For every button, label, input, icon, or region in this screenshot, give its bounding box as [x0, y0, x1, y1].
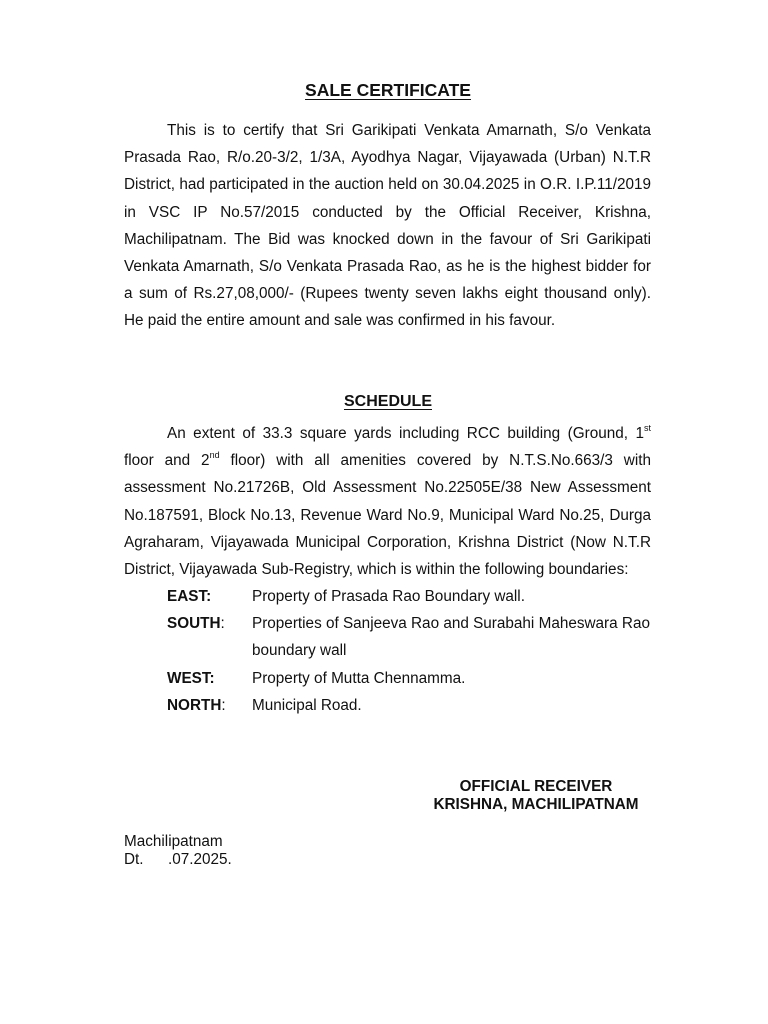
- date-row: [124, 851, 232, 869]
- boundary-row-east: [167, 583, 657, 610]
- boundary-value: Property of Mutta Chennamma.: [252, 669, 466, 687]
- boundary-value: Properties of Sanjeeva Rao and Surabahi Maheswara Rao boundary wall: [252, 615, 650, 660]
- place-text: Machilipatnam: [124, 833, 223, 850]
- date-value: .07.2025.: [168, 851, 232, 868]
- place-date-block: [124, 833, 232, 869]
- boundary-label-text: SOUTH: [167, 615, 221, 633]
- schedule-text-part1: An extent of 33.3 square yards including RCC building (Ground, 1: [167, 425, 644, 442]
- boundary-value: Municipal Road.: [252, 696, 362, 714]
- schedule-title: SCHEDULE: [343, 393, 432, 410]
- signature-office: KRISHNA, MACHILIPATNAM: [433, 796, 639, 813]
- boundary-label-suffix: :: [221, 696, 226, 714]
- boundary-label: [167, 610, 252, 664]
- boundary-value: Property of Prasada Rao Boundary wall.: [252, 588, 525, 605]
- signature-title: OFFICIAL RECEIVER: [459, 778, 613, 795]
- boundary-label: [167, 583, 252, 610]
- boundary-label-text: NORTH: [167, 696, 222, 714]
- signature-block: [420, 778, 652, 814]
- schedule-superscript-2: nd: [209, 450, 220, 461]
- boundary-label: [167, 692, 252, 719]
- boundaries-list: [167, 583, 657, 719]
- boundary-row-west: [167, 665, 657, 692]
- schedule-text-part2: floor and 2: [124, 452, 210, 470]
- boundary-label-suffix: :: [220, 615, 225, 633]
- schedule-paragraph: [124, 420, 651, 583]
- boundary-label-text: EAST:: [167, 588, 212, 605]
- boundary-label-text: WEST:: [167, 669, 215, 687]
- boundary-label: [167, 665, 252, 692]
- date-label: Dt.: [124, 851, 144, 868]
- boundary-row-south: [167, 610, 657, 664]
- schedule-text-part3: floor) with all amenities covered by N.T.S.No.663/3 with assessment No.21726B, Old Assessment No.22505E/38 New Assessment No.187591, Block No.13, Revenue Ward No.9, Municipal Ward No.25, Durga Agraharam, Vijayawada Municipal Corporation, Krishna District (Now N.T.R District, Vijayawada Sub-Registry, which is within the following boundaries:: [124, 452, 651, 579]
- boundary-row-north: [167, 692, 657, 719]
- certificate-paragraph: This is to certify that Sri Garikipati Venkata Amarnath, S/o Venkata Prasada Rao, R/o.20-3/2, 1/3A, Ayodhya Nagar, Vijayawada (Urban) N.T.R District, had participated in the auction held on 30.04.2025 in O.R. I.P.11/2019 in VSC IP No.57/2015 conducted by the Official Receiver, Krishna, Machilipatnam. The Bid was knocked down in the favour of Sri Garikipati Venkata Amarnath, S/o Venkata Prasada Rao, as he is the highest bidder for a sum of Rs.27,08,000/- (Rupees twenty seven lakhs eight thousand only). He paid the entire amount and sale was confirmed in his favour.: [124, 122, 651, 330]
- document-title: SALE CERTIFICATE: [305, 80, 471, 100]
- schedule-superscript-1: st: [643, 423, 651, 433]
